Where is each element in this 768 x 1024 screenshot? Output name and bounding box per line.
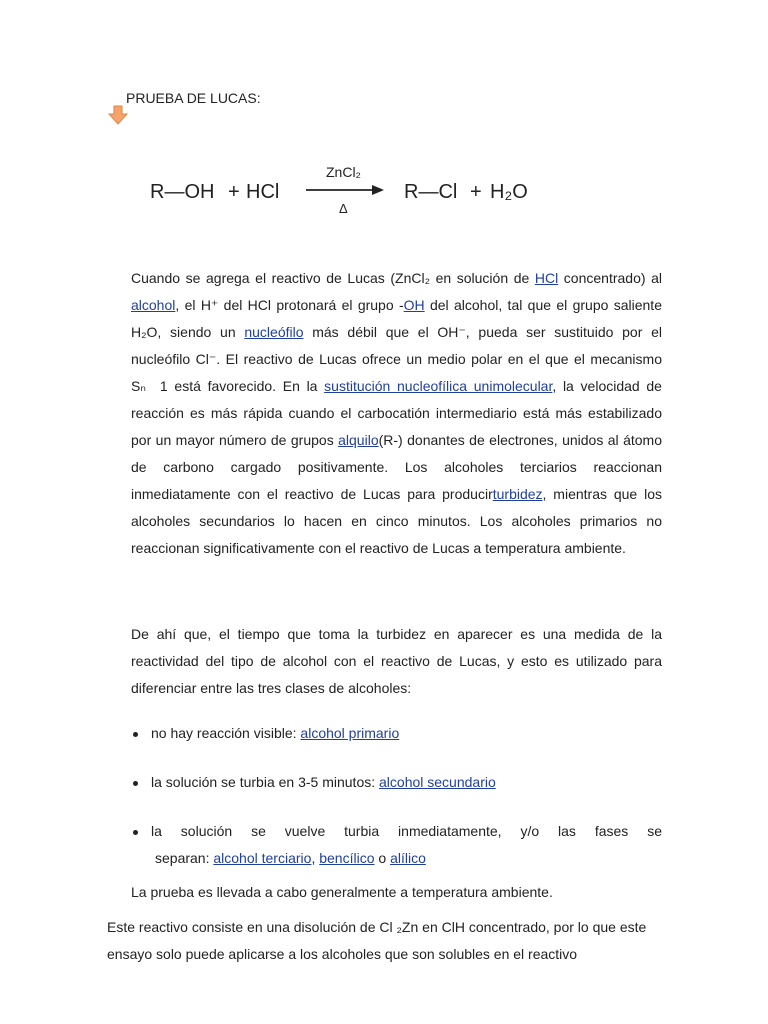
b3-sep: , [311, 850, 320, 866]
link-nucleofilo[interactable]: nucleófilo [244, 324, 304, 340]
link-hcl[interactable]: HCl [534, 270, 559, 286]
paragraph-reactivity: De ahí que, el tiempo que toma la turbidez en aparecer es una medida de la reactividad del tipo de alcohol con el reactivo de Lucas, y esto es utilizado para diferenciar entre las tres clases de alcoholes: [131, 626, 662, 696]
p1-text-7: (R-) donantes de electrones, unidos al átomo de carbono cargado positivamente. Los alcoholes terciarios reaccionan inmediatamente con el reactivo de Lucas para producir [131, 432, 662, 502]
catalyst-label: ZnCl₂ [326, 164, 361, 180]
plus-sign-2: + [470, 181, 482, 203]
list-item [131, 818, 662, 872]
link-alilico[interactable]: alílico [390, 850, 426, 866]
link-alcohol-secundario[interactable]: alcohol secundario [379, 774, 496, 790]
link-bencilico[interactable]: bencílico [319, 850, 375, 866]
p1-text-5: más débil que el OH⁻, pueda ser sustituido por el nucleófilo Cl⁻. El reactivo de Lucas ofrece un medio polar en el que el mecanismo Sₙ 1 está favorecido. En la [131, 324, 662, 394]
p1-text-8: , mientras que los alcoholes secundarios lo hacen en cinco minutos. Los alcoholes primarios no reaccionan significativamente con el reactivo de Lucas a temperatura ambiente. [131, 486, 662, 556]
reaction-equation [150, 155, 550, 225]
paragraph-temperature: La prueba es llevada a cabo generalmente a temperatura ambiente. [131, 884, 553, 900]
paragraph-reagent-composition: Este reactivo consiste en una disolución de Cl ₂Zn en ClH concentrado, por lo que este ensayo solo puede aplicarse a los alcoholes que son solubles en el reactivo [107, 919, 647, 962]
p1-text-6: , la velocidad de reacción es más rápida cuando el carbocatión intermediario está más estabilizado por un mayor número de grupos [131, 378, 662, 448]
reactant-hcl: HCl [246, 181, 280, 203]
b2-text: la solución se turbia en 3-5 minutos: [151, 774, 380, 790]
plus-sign-1: + [228, 181, 240, 203]
link-sustitucion-nucleofilica[interactable]: sustitución nucleofílica unimolecular [324, 378, 553, 394]
p1-text-4: del alcohol, tal que el grupo saliente H₂O, siendo un [131, 297, 662, 340]
link-alquilo[interactable]: alquilo [338, 432, 379, 448]
bullet-icon [133, 781, 138, 786]
link-alcohol-primario[interactable]: alcohol primario [300, 725, 400, 741]
link-turbidez[interactable]: turbidez [492, 486, 543, 502]
bullet-icon [133, 732, 138, 737]
p1-text-2: concentrado) al [558, 270, 663, 286]
link-alcohol-terciario[interactable]: alcohol terciario [213, 850, 312, 866]
list-item [131, 769, 662, 796]
b3-or: o [374, 850, 391, 866]
b1-text: no hay reacción visible: [151, 725, 301, 741]
list-item [131, 720, 662, 747]
b3-text: la solución se vuelve turbia inmediatamente, y/o las fases se [151, 823, 662, 839]
link-alcohol[interactable]: alcohol [131, 297, 176, 313]
product-rcl: R—Cl [404, 181, 458, 203]
link-oh[interactable]: OH [403, 297, 425, 313]
bullet-icon [133, 830, 138, 835]
heat-symbol: Δ [339, 201, 348, 216]
p1-text-3: , el H⁺ del HCl protonará el grupo - [175, 297, 404, 313]
p1-text-1: Cuando se agrega el reactivo de Lucas (ZnCl₂ en solución de [131, 270, 535, 286]
down-arrow-icon [107, 104, 129, 126]
product-h2o: H₂O [490, 181, 528, 203]
b3-text-2: separan: [155, 850, 214, 866]
paragraph-lucas-description [131, 265, 662, 562]
reactant-roh: R—OH [150, 181, 215, 203]
page-title: PRUEBA DE LUCAS: [126, 90, 261, 106]
